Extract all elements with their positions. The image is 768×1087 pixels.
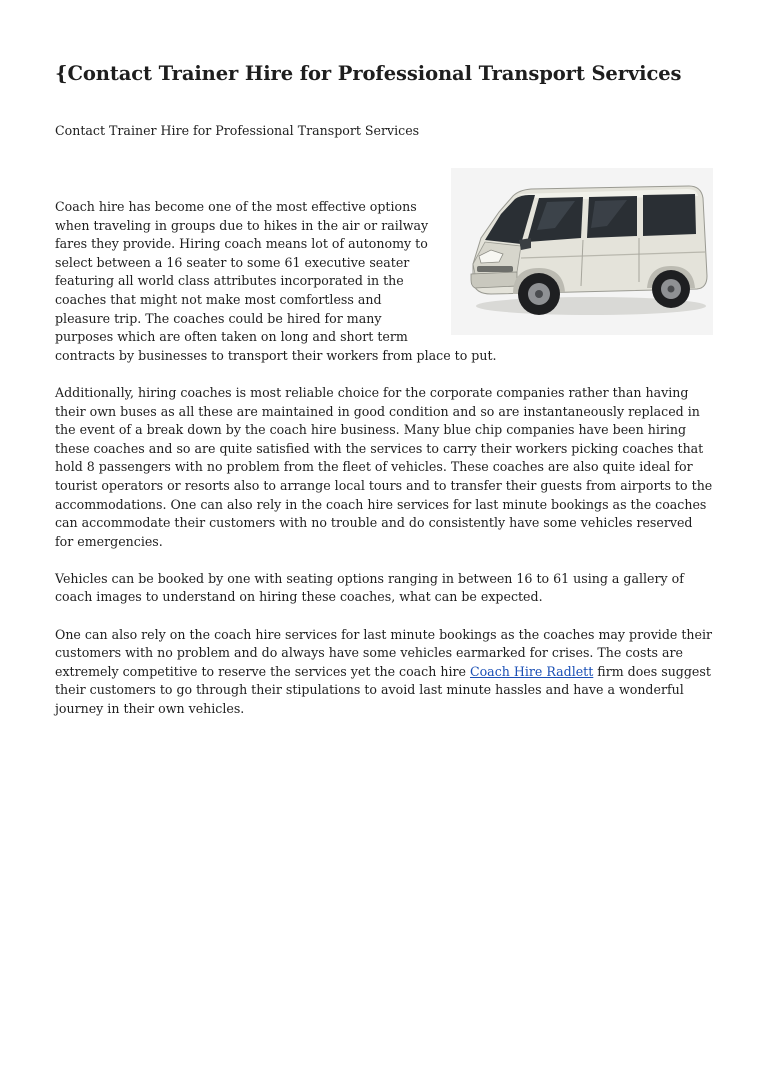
- minivan-icon: [451, 168, 713, 335]
- paragraph-2: Additionally, hiring coaches is most reliable choice for the corporate companies rather than having their own buses as all these are maintained in good condition and so are instantaneously replaced in the event of a break down by the coach hire business. Many blue chip companies have been hiring these coaches and so are quite satisfied with the services to carry their workers picking coaches that hold 8 passengers with no problem from the fleet of vehicles. These coaches are also quite ideal for tourist operators or resorts also to arrange local tours and to transfer their guests from airports to the accommodations. One can also rely in the coach hire services for last minute bookings as the coaches can accommodate their customers with no trouble and do consistently have some vehicles reserved for emergencies.: [55, 384, 713, 549]
- page-title: {Contact Trainer Hire for Professional Transport Services: [55, 62, 682, 85]
- paragraph-4: [55, 626, 713, 719]
- article-body: [55, 198, 713, 737]
- page-subtitle: Contact Trainer Hire for Professional Transport Services: [55, 123, 420, 138]
- coach-hire-radlett-link[interactable]: Coach Hire Radlett: [469, 663, 594, 679]
- paragraph-4-text-before-link: One can also rely on the coach hire services for last minute bookings as the coaches may provide their customers with no problem and do always have some vehicles earmarked for crises. The costs are extremely competitive to reserve the services yet the coach hire: [55, 626, 713, 679]
- paragraph-3: Vehicles can be booked by one with seating options ranging in between 16 to 61 using a gallery of coach images to understand on hiring these coaches, what can be expected.: [55, 570, 684, 605]
- paragraph-1: Coach hire has become one of the most effective options when traveling in groups due to hikes in the air or railway fares they provide. Hiring coach means lot of autonomy to select between a 16 seater to some 61 executive seater featuring all world class attributes incorporated in the coaches that might not make most comfortless and pleasure trip. The coaches could be hired for many purposes which are often taken on long and short term contracts by businesses to transport their workers from place to put.: [55, 199, 497, 363]
- minivan-photo: [451, 168, 713, 335]
- paragraph-4-text-after-link: firm does suggest their customers to go through their stipulations to avoid last minute hassles and have a wonderful journey in their own vehicles.: [55, 663, 711, 717]
